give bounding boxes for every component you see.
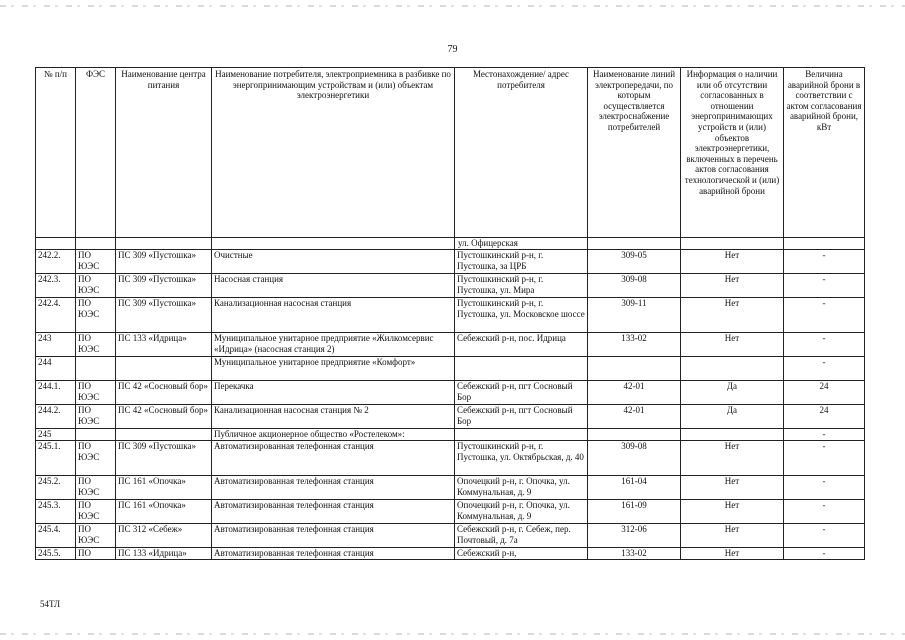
consumer-address: Опочецкий р-н, г. Опочка, ул. Коммунальная, д. 9: [455, 500, 588, 524]
power-line: 161-04: [588, 476, 681, 500]
consumer-name: Муниципальное унитарное предприятие «Комфорт»: [212, 357, 455, 381]
consumer-name: Автоматизированная телефонная станция: [212, 524, 455, 548]
row-number: 244.1.: [36, 381, 76, 405]
table-row: [36, 476, 865, 500]
approval-info: Нет: [681, 476, 784, 500]
row-number: 244.2.: [36, 405, 76, 429]
page-number: 79: [447, 44, 458, 55]
fes-cell: [76, 357, 116, 381]
power-center: ПС 309 «Пустошка»: [116, 441, 212, 476]
table-row: [36, 405, 865, 429]
fes-cell: ПО ЮЭС: [76, 298, 116, 333]
fes-cell: ПО ЮЭС: [76, 476, 116, 500]
approval-info: Нет: [681, 250, 784, 274]
column-header-center: Наименование центра питания: [116, 68, 212, 238]
reserve-value: -: [784, 429, 865, 441]
consumer-name: Насосная станция: [212, 274, 455, 298]
power-line: 133-02: [588, 333, 681, 357]
consumer-name: Публичное акционерное общество «Ростелеком»:: [212, 429, 455, 441]
table-row: [36, 357, 865, 381]
consumer-address: Пустошкинский р-н, г. Пустошка, за ЦРБ: [455, 250, 588, 274]
power-center: ПС 42 «Сосновый бор»: [116, 381, 212, 405]
power-center: ПС 309 «Пустошка»: [116, 250, 212, 274]
power-center: ПС 42 «Сосновый бор»: [116, 405, 212, 429]
reserve-value: -: [784, 476, 865, 500]
table-row: [36, 429, 865, 441]
table-row: [36, 524, 865, 548]
row-number: 242.3.: [36, 274, 76, 298]
approval-info: Нет: [681, 333, 784, 357]
power-line: 309-08: [588, 441, 681, 476]
approval-info: Да: [681, 381, 784, 405]
row-number: 243: [36, 333, 76, 357]
fes-cell: ПО ЮЭС: [76, 333, 116, 357]
power-center: [116, 429, 212, 441]
consumer-address: Себежский р-н, пгт Сосновый Бор: [455, 381, 588, 405]
scan-artifact-bottom: [0, 633, 905, 635]
approval-info: Нет: [681, 524, 784, 548]
row-number: 245.4.: [36, 524, 76, 548]
fes-cell: ПО ЮЭС: [76, 250, 116, 274]
row-number: 245.1.: [36, 441, 76, 476]
fes-cell: ПО ЮЭС: [76, 381, 116, 405]
reserve-value: -: [784, 333, 865, 357]
power-center: ПС 309 «Пустошка»: [116, 298, 212, 333]
table-row: [36, 548, 865, 560]
column-header-address: Местонахождение/ адрес потребителя: [455, 68, 588, 238]
consumer-address: Себежский р-н, г. Себеж, пер. Почтовый, д. 7а: [455, 524, 588, 548]
fes-cell: ПО ЮЭС: [76, 441, 116, 476]
scan-artifact-top: [0, 5, 905, 7]
table-row: [36, 500, 865, 524]
approval-info: Нет: [681, 500, 784, 524]
consumer-address: Пустошкинский р-н, г. Пустошка, ул. Октябрьская, д. 40: [455, 441, 588, 476]
column-header-reserve: Величина аварийной брони в соответствии с актом согласования аварийной брони, кВт: [784, 68, 865, 238]
row-number: 242.2.: [36, 250, 76, 274]
fes-cell: ПО ЮЭС: [76, 274, 116, 298]
column-header-line: Наименование линий электропередачи, по которым осуществляется электроснабжение потребителей: [588, 68, 681, 238]
consumer-address: Себежский р-н, пгт Сосновый Бор: [455, 405, 588, 429]
row-number: 242.4.: [36, 298, 76, 333]
column-header-consumer: Наименование потребителя, электроприемника в разбивке по энергопринимающим устройствам и (или) объектам электроэнергетики: [212, 68, 455, 238]
column-header-num: № п/п: [36, 68, 76, 238]
consumer-address: Себежский р-н,: [455, 548, 588, 560]
reserve-value: 24: [784, 405, 865, 429]
continuation-row: [36, 238, 865, 250]
power-center: ПС 309 «Пустошка»: [116, 274, 212, 298]
consumer-name: Муниципальное унитарное предприятие «Жилкомсервис «Идрица» (насосная станция 2): [212, 333, 455, 357]
consumer-address: Пустошкинский р-н, г. Пустошка, ул. Мира: [455, 274, 588, 298]
table-row: [36, 274, 865, 298]
table-row: [36, 333, 865, 357]
power-center: ПС 312 «Себеж»: [116, 524, 212, 548]
consumer-name: Автоматизированная телефонная станция: [212, 500, 455, 524]
consumer-name: Автоматизированная телефонная станция: [212, 548, 455, 560]
power-line: 42-01: [588, 381, 681, 405]
power-line: 309-08: [588, 274, 681, 298]
power-line: [588, 429, 681, 441]
approval-info: Нет: [681, 441, 784, 476]
consumer-name: Автоматизированная телефонная станция: [212, 476, 455, 500]
consumers-table: [35, 67, 865, 560]
power-line: 42-01: [588, 405, 681, 429]
consumer-address: Себежский р-н, пос. Идрица: [455, 333, 588, 357]
consumer-name: Перекачка: [212, 381, 455, 405]
reserve-value: -: [784, 250, 865, 274]
table-row: [36, 298, 865, 333]
fes-cell: ПО ЮЭС: [76, 405, 116, 429]
approval-info: Нет: [681, 298, 784, 333]
reserve-value: -: [784, 274, 865, 298]
approval-info: Да: [681, 405, 784, 429]
power-line: 309-11: [588, 298, 681, 333]
reserve-value: -: [784, 524, 865, 548]
approval-info: [681, 357, 784, 381]
power-center: ПС 133 «Идрица»: [116, 548, 212, 560]
consumer-name: Канализационная насосная станция № 2: [212, 405, 455, 429]
power-line: 161-09: [588, 500, 681, 524]
power-center: ПС 133 «Идрица»: [116, 333, 212, 357]
power-line: [588, 357, 681, 381]
fes-cell: ПО ЮЭС: [76, 500, 116, 524]
power-line: 309-05: [588, 250, 681, 274]
reserve-value: 24: [784, 381, 865, 405]
column-header-fes: ФЭС: [76, 68, 116, 238]
row-number: 245.3.: [36, 500, 76, 524]
power-center: ПС 161 «Опочка»: [116, 476, 212, 500]
power-line: 133-02: [588, 548, 681, 560]
consumer-name: Автоматизированная телефонная станция: [212, 441, 455, 476]
power-center: [116, 357, 212, 381]
row-number: 245: [36, 429, 76, 441]
approval-info: Нет: [681, 548, 784, 560]
approval-info: Нет: [681, 274, 784, 298]
continuation-address: ул. Офицерская: [455, 238, 588, 250]
fes-cell: ПО ЮЭС: [76, 524, 116, 548]
row-number: 244: [36, 357, 76, 381]
consumer-address: [455, 429, 588, 441]
reserve-value: -: [784, 500, 865, 524]
consumer-address: Опочецкий р-н, г. Опочка, ул. Коммунальная, д. 9: [455, 476, 588, 500]
fes-cell: ПО: [76, 548, 116, 560]
consumer-name: Очистные: [212, 250, 455, 274]
consumer-address: [455, 357, 588, 381]
footer-code: 54ТЛ: [40, 599, 61, 609]
table-row: [36, 441, 865, 476]
row-number: 245.2.: [36, 476, 76, 500]
table-row: [36, 381, 865, 405]
column-header-info: Информация о наличии или об отсутствии согласованных в отношении энергопринимающих устройств и (или) объектов электроэнергетики, включенных в перечень актов согласования технологической и (или) аварийной брони: [681, 68, 784, 238]
table-header-row: [36, 68, 865, 238]
reserve-value: -: [784, 298, 865, 333]
reserve-value: -: [784, 357, 865, 381]
reserve-value: -: [784, 441, 865, 476]
consumer-address: Пустошкинский р-н, г. Пустошка, ул. Московское шоссе: [455, 298, 588, 333]
fes-cell: [76, 429, 116, 441]
row-number: 245.5.: [36, 548, 76, 560]
consumer-name: Канализационная насосная станция: [212, 298, 455, 333]
power-center: ПС 161 «Опочка»: [116, 500, 212, 524]
approval-info: [681, 429, 784, 441]
power-line: 312-06: [588, 524, 681, 548]
reserve-value: -: [784, 548, 865, 560]
table-row: [36, 250, 865, 274]
